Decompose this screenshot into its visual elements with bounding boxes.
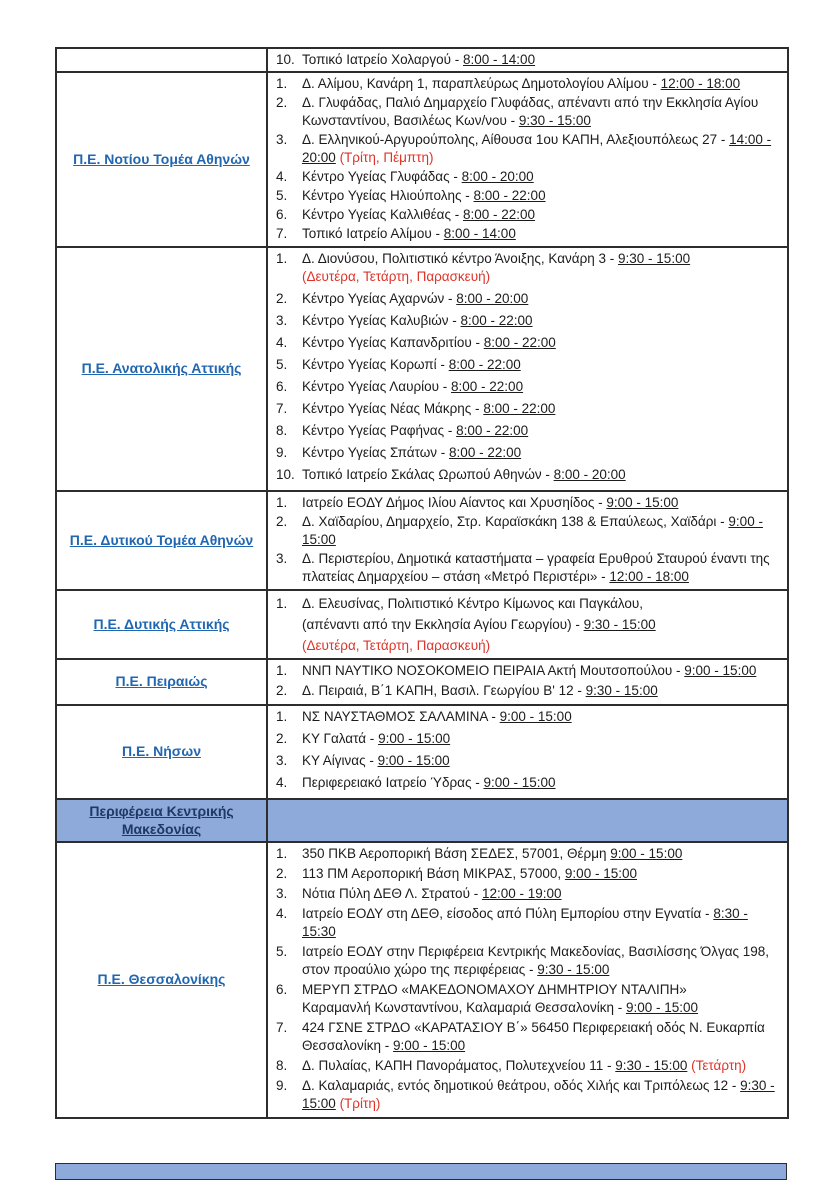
weekday-note: (Δευτέρα, Τετάρτη, Παρασκευή) [302,269,491,284]
schedule-table [55,47,789,1119]
schedule-item [272,356,783,374]
item-text [302,131,783,167]
table-row [56,48,788,72]
schedule-item [272,885,783,903]
location-text: Δ. Πειραιά, Β΄1 ΚΑΠΗ, Βασιλ. Γεωργίου Β' 12 - [302,683,586,698]
location-text: ΜΕΡΥΠ ΣΤΡΔΟ «ΜΑΚΕΔΟΝΟΜΑΧΟΥ ΔΗΜΗΤΡΙΟΥ ΝΤΑΛΙΠΗ» [302,982,687,997]
item-text [302,885,783,903]
item-text [302,225,783,243]
weekday-note: (Τρίτη) [339,1096,381,1111]
item-number: 9. [276,445,288,460]
item-text [302,662,783,680]
time-range: 9:00 - 15:00 [684,663,757,678]
item-number: 6. [276,982,288,997]
locations-cell [267,72,788,247]
time-range: 8:00 - 14:00 [443,226,516,241]
schedule-item [272,550,783,586]
time-range: 9:30 - 15:00 [583,617,656,632]
item-number: 10. [276,467,295,482]
region-link[interactable]: Π.Ε. Πειραιώς [115,673,208,689]
locations-cell [267,799,788,842]
time-range: 14:00 - 20:00 [302,132,772,165]
weekday-note: (Δευτέρα, Τετάρτη, Παρασκευή) [302,638,491,653]
time-range: 9:30 - 15:00 [585,683,658,698]
location-text: Δ. Διονύσου, Πολιτιστικό κέντρο Άνοιξης, Κανάρη 3 - [302,251,619,266]
schedule-item [272,400,783,418]
item-text [302,752,783,770]
time-range: 9:00 - 15:00 [378,731,451,746]
item-text [302,444,783,462]
schedule-item [272,981,783,1017]
item-number: 1. [276,251,288,266]
schedule-item [272,708,783,726]
location-text: Κέντρο Υγείας Καπανδριτίου - [302,335,484,350]
item-number: 8. [276,423,288,438]
item-number: 2. [276,95,288,110]
schedule-item [272,774,783,792]
item-number: 5. [276,944,288,959]
schedule-item [272,206,783,224]
location-text: Καραμανλή Κωνσταντίνου, Καλαμαριά Θεσσαλονίκη - [302,1000,626,1015]
locations-cell [267,590,788,659]
item-text [302,290,783,308]
location-text: Περιφερειακό Ιατρείο Ύδρας - [302,775,484,790]
item-text [302,865,783,883]
item-number: 5. [276,357,288,372]
time-range: 8:00 - 22:00 [451,379,524,394]
location-text: Κέντρο Υγείας Ραφήνας - [302,423,457,438]
time-range: 8:00 - 22:00 [460,313,533,328]
location-text: Κέντρο Υγείας Ηλιούπολης - [302,188,474,203]
schedule-item [272,51,783,69]
item-number: 7. [276,1020,288,1035]
location-text: (απέναντι από την Εκκλησία Αγίου Γεωργίου) - [302,617,584,632]
item-text [302,943,783,979]
time-range: 8:00 - 20:00 [456,291,529,306]
schedule-item [272,131,783,167]
time-range: 8:00 - 20:00 [461,169,534,184]
item-number: 5. [276,188,288,203]
item-text [302,593,783,656]
location-text: ΚΥ Γαλατά - [302,731,379,746]
item-number: 1. [276,709,288,724]
table-row [56,799,788,842]
location-text: Κέντρο Υγείας Νέας Μάκρης - [302,401,484,416]
region-cell [56,590,267,659]
item-number: 1. [276,596,288,611]
schedule-item [272,845,783,863]
location-text: Δ. Γλυφάδας, Παλιό Δημαρχείο Γλυφάδας, απέναντι από την Εκκλησία Αγίου Κωνσταντίνου, Βασιλέως Κων/νου - [302,95,759,128]
time-range: 9:00 - 15:00 [499,709,572,724]
item-text [302,774,783,792]
location-text: ΝΣ ΝΑΥΣΤΑΘΜΟΣ ΣΑΛΑΜΙΝΑ - [302,709,500,724]
time-range: 8:00 - 22:00 [483,335,556,350]
region-header-label: Περιφέρεια Κεντρικής Μακεδονίας [89,803,234,837]
table-row [56,247,788,491]
item-text [302,51,783,69]
location-text: Ιατρείο ΕΟΔΥ στη ΔΕΘ, είσοδος από Πύλη Εμπορίου στην Εγνατία - [302,906,714,921]
time-range: 9:30 - 15:00 [618,251,691,266]
region-link[interactable]: Π.Ε. Ανατολικής Αττικής [81,360,242,376]
item-number: 6. [276,379,288,394]
time-range: 8:00 - 22:00 [483,401,556,416]
item-text [302,356,783,374]
schedule-item [272,290,783,308]
time-range: 8:00 - 14:00 [463,52,536,67]
location-text: Ιατρείο ΕΟΔΥ στην Περιφέρεια Κεντρικής Μακεδονίας, Βασιλίσσης Όλγας 198, στον προαύλιο χώρο της περιφέρειας - [302,944,770,977]
schedule-item [272,94,783,130]
location-text: Κέντρο Υγείας Αχαρνών - [302,291,457,306]
item-text [302,730,783,748]
item-number: 1. [276,495,288,510]
item-text [302,845,783,863]
schedule-item [272,943,783,979]
item-text [302,168,783,186]
item-number: 3. [276,313,288,328]
location-text: Κέντρο Υγείας Σπάτων - [302,445,450,460]
schedule-item [272,730,783,748]
item-text [302,400,783,418]
item-number: 3. [276,886,288,901]
schedule-item [272,225,783,243]
item-number: 3. [276,132,288,147]
time-range: 12:00 - 18:00 [609,569,689,584]
schedule-table-body [56,48,788,1118]
item-number: 2. [276,514,288,529]
item-text [302,250,783,286]
location-text: Κέντρο Υγείας Λαυρίου - [302,379,452,394]
table-row [56,659,788,705]
item-number: 8. [276,1058,288,1073]
item-number: 1. [276,663,288,678]
location-text: 424 ΓΣΝΕ ΣΤΡΔΟ «ΚΑΡΑΤΑΣΙΟΥ Β΄» 56450 Περιφερειακή οδός Ν. Ευκαρπία Θεσσαλονίκη - [302,1020,765,1053]
time-range: 8:30 - 15:30 [302,906,748,939]
time-range: 9:00 - 15:00 [564,866,637,881]
schedule-item [272,593,783,656]
item-text [302,682,783,700]
region-cell [56,705,267,799]
location-text: 350 ΠΚΒ Αεροπορική Βάση ΣΕΔΕΣ, 57001, Θέρμη [302,846,611,861]
location-text: ΚΥ Αίγινας - [302,753,378,768]
item-text [302,334,783,352]
time-range: 9:00 - 15:00 [625,1000,699,1015]
item-text [302,708,783,726]
item-text [302,378,783,396]
schedule-item [272,466,783,484]
table-row [56,705,788,799]
schedule-item [272,312,783,330]
schedule-item [272,1019,783,1055]
item-number: 3. [276,551,288,566]
item-number: 2. [276,731,288,746]
schedule-sheet [55,47,789,1119]
location-text: Ιατρείο ΕΟΔΥ Δήμος Ιλίου Αίαντος και Χρυσηίδος - [302,495,607,510]
item-text [302,466,783,484]
time-range: 9:00 - 15:00 [610,846,683,861]
time-range: 8:00 - 20:00 [553,467,626,482]
region-link[interactable]: Π.Ε. Νήσων [122,743,201,759]
schedule-item [272,75,783,93]
location-text: Κέντρο Υγείας Καλυβιών - [302,313,461,328]
location-text: Τοπικό Ιατρείο Σκάλας Ωρωπού Αθηνών - [302,467,554,482]
locations-cell [267,491,788,590]
location-text: Δ. Καλαμαριάς, εντός δημοτικού θεάτρου, οδός Χιλής και Τριπόλεως 12 - [302,1078,741,1093]
time-range: 9:30 - 15:00 [518,113,591,128]
item-number: 2. [276,291,288,306]
item-text [302,905,783,941]
item-number: 7. [276,226,288,241]
region-cell [56,247,267,491]
location-text: Δ. Χαϊδαρίου, Δημαρχείο, Στρ. Καραϊσκάκη 138 & Επαύλεως, Χαϊδάρι - [302,514,729,529]
item-number: 4. [276,335,288,350]
region-cell [56,48,267,72]
location-text: Δ. Περιστερίου, Δημοτικά καταστήματα – γραφεία Ερυθρού Σταυρού έναντι της πλατείας Δημαρχείου – στάση «Μετρό Περιστέρι» - [302,551,770,584]
location-text: Κέντρο Υγείας Κορωπί - [302,357,449,372]
time-range: 9:30 - 15:00 [302,1078,775,1111]
item-number: 6. [276,207,288,222]
table-row [56,842,788,1118]
table-row [56,491,788,590]
schedule-item [272,378,783,396]
schedule-item [272,752,783,770]
time-range: 12:00 - 18:00 [660,76,741,91]
item-text [302,187,783,205]
location-text: Κέντρο Υγείας Καλλιθέας - [302,207,463,222]
location-text: Τοπικό Ιατρείο Αλίμου - [302,226,444,241]
schedule-item [272,1077,783,1113]
location-text: Τοπικό Ιατρείο Χολαργού - [302,52,464,67]
item-text [302,312,783,330]
item-text [302,75,783,93]
locations-cell [267,842,788,1118]
schedule-item [272,905,783,941]
schedule-item [272,662,783,680]
item-number: 2. [276,866,288,881]
item-number: 1. [276,846,288,861]
time-range: 8:00 - 22:00 [462,207,536,222]
location-text: Δ. Ελευσίνας, Πολιτιστικό Κέντρο Κίμωνος και Παγκάλου, [302,596,644,611]
next-page-row-strip [55,1163,787,1180]
table-row [56,590,788,659]
location-text: Δ. Πυλαίας, ΚΑΠΗ Πανοράματος, Πολυτεχνείου 11 - [302,1058,616,1073]
locations-cell [267,705,788,799]
weekday-note: (Τρίτη, Πέμπτη) [339,150,434,165]
schedule-item [272,494,783,512]
item-number: 3. [276,753,288,768]
time-range: 9:00 - 15:00 [302,514,763,547]
location-text: Νότια Πύλη ΔΕΘ Λ. Στρατού - [302,886,482,901]
time-range: 8:00 - 22:00 [473,188,546,203]
item-number: 10. [276,52,295,67]
schedule-item [272,1057,783,1075]
schedule-item [272,865,783,883]
schedule-item [272,187,783,205]
schedule-item [272,334,783,352]
table-row [56,72,788,247]
locations-cell [267,48,788,72]
time-range: 9:30 - 15:00 [615,1058,688,1073]
locations-cell [267,247,788,491]
item-text [302,550,783,586]
item-text [302,422,783,440]
region-cell [56,659,267,705]
schedule-item [272,513,783,549]
time-range: 9:30 - 15:00 [537,962,610,977]
region-link[interactable]: Π.Ε. Νοτίου Τομέα Αθηνών [73,150,250,167]
item-text [302,981,783,1017]
item-number: 4. [276,775,288,790]
locations-cell [267,659,788,705]
region-link[interactable]: Π.Ε. Δυτικού Τομέα Αθηνών [69,531,254,548]
region-link[interactable]: Π.Ε. Δυτικής Αττικής [93,615,230,632]
item-text [302,1019,783,1055]
location-text: Δ. Ελληνικού-Αργυρούπολης, Αίθουσα 1ου ΚΑΠΗ, Αλεξιουπόλεως 27 - [302,132,730,147]
item-number: 9. [276,1078,288,1093]
item-text [302,94,783,130]
schedule-item [272,422,783,440]
schedule-item [272,682,783,700]
item-text [302,513,783,549]
item-text [302,1077,783,1113]
item-number: 4. [276,906,288,921]
item-text [302,1057,783,1075]
item-number: 1. [276,76,288,91]
weekday-note: (Τετάρτη) [691,1058,747,1073]
item-number: 7. [276,401,288,416]
region-cell [56,72,267,247]
item-number: 4. [276,169,288,184]
item-text [302,494,783,512]
location-text: Δ. Αλίμου, Κανάρη 1, παραπλεύρως Δημοτολογίου Αλίμου - [302,76,661,91]
time-range: 9:00 - 15:00 [393,1038,466,1053]
schedule-item [272,168,783,186]
time-range: 9:00 - 15:00 [377,753,450,768]
time-range: 12:00 - 19:00 [481,886,562,901]
item-number: 2. [276,683,288,698]
time-range: 8:00 - 22:00 [449,445,522,460]
region-link[interactable]: Π.Ε. Θεσσαλονίκης [97,971,226,987]
time-range: 8:00 - 22:00 [448,357,521,372]
item-text [302,206,783,224]
location-text: ΝΝΠ ΝΑΥΤΙΚΟ ΝΟΣΟΚΟΜΕΙΟ ΠΕΙΡΑΙΑ Ακτή Μουτσοπούλου - [302,663,685,678]
time-range: 9:00 - 15:00 [606,495,679,510]
location-text: Κέντρο Υγείας Γλυφάδας - [302,169,462,184]
region-cell [56,842,267,1118]
location-text: 113 ΠΜ Αεροπορική Βάση ΜΙΚΡΑΣ, 57000, [302,866,565,881]
region-cell [56,491,267,590]
schedule-item [272,444,783,462]
time-range: 9:00 - 15:00 [483,775,556,790]
region-cell [56,799,267,842]
time-range: 8:00 - 22:00 [456,423,529,438]
schedule-item [272,250,783,286]
